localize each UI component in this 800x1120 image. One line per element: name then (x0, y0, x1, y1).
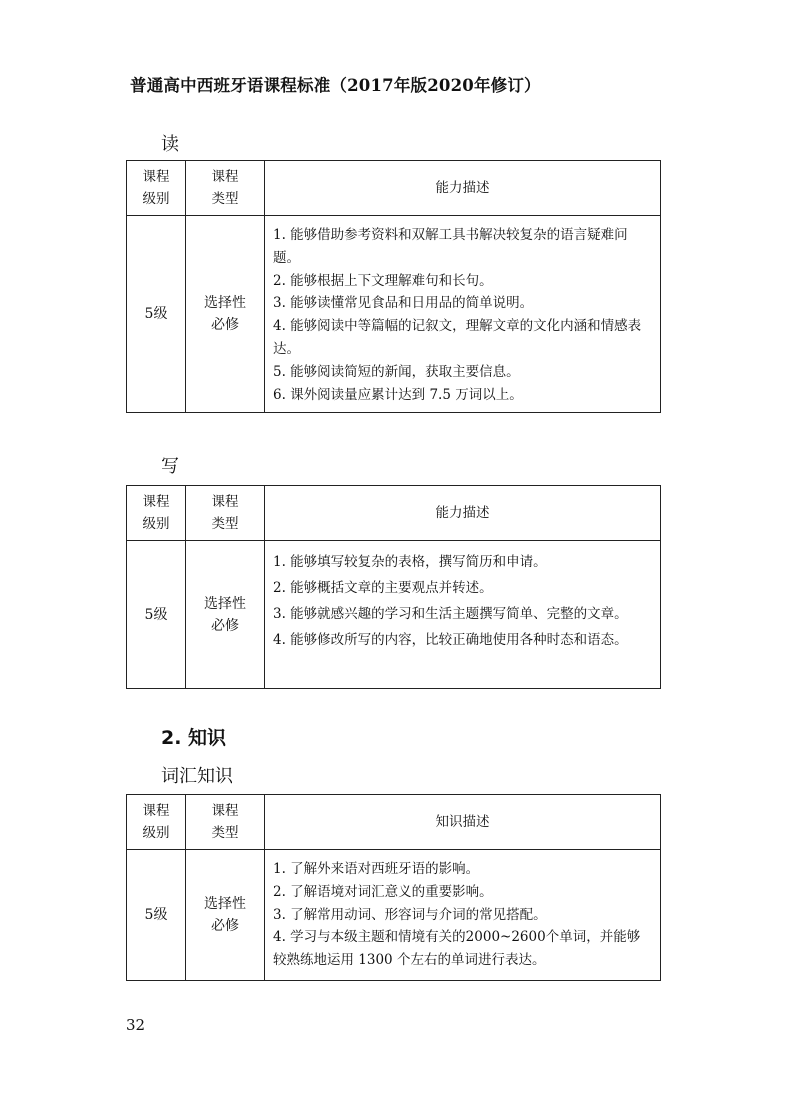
vocabulary-table (126, 794, 661, 981)
header-description: 能力描述 (265, 161, 661, 216)
page-header-title: 普通高中西班牙语课程标准（2017年版2020年修订） (130, 76, 541, 95)
list-item: 3. 能够就感兴趣的学习和生活主题撰写简单、完整的文章。 (273, 606, 628, 622)
description-cell (265, 541, 661, 689)
writing-table (126, 485, 661, 689)
list-item: 2. 能够概括文章的主要观点并转述。 (273, 580, 493, 596)
list-item: 1. 了解外来语对西班牙语的影响。 (273, 861, 480, 877)
page-number: 32 (126, 1016, 146, 1034)
type-cell: 选择性 必修 (186, 850, 265, 981)
list-item: 5. 能够阅读简短的新闻，获取主要信息。 (273, 363, 520, 380)
list-item: 4. 能够阅读中等篇幅的记叙文，理解文章的文化内涵和情感表达。 (273, 318, 642, 357)
reading-table (126, 160, 661, 413)
table-header-row (127, 795, 661, 850)
list-item: 6. 课外阅读量应累计达到 7.5 万词以上。 (273, 386, 523, 403)
header-course-level: 课程 级别 (127, 795, 186, 850)
type-cell: 选择性 必修 (186, 216, 265, 413)
header-course-level: 课程 级别 (127, 486, 186, 541)
header-course-type: 课程 类型 (186, 161, 265, 216)
section-label-writing: 写 (161, 456, 179, 477)
description-cell (265, 850, 661, 981)
section-label-vocabulary: 词汇知识 (161, 766, 233, 787)
list-item: 3. 能够读懂常见食品和日用品的简单说明。 (273, 295, 534, 312)
table-row (127, 541, 661, 689)
section-label-reading: 读 (161, 134, 179, 155)
description-cell (265, 216, 661, 413)
table-header-row (127, 161, 661, 216)
list-item: 3. 了解常用动词、形容词与介词的常见搭配。 (273, 906, 547, 923)
list-item: 4. 学习与本级主题和情境有关的2000~2600个单词，并能够较熟练地运用 1300 个左右的单词进行表达。 (273, 929, 641, 969)
type-cell: 选择性 必修 (186, 541, 265, 689)
table-header-row (127, 486, 661, 541)
header-course-type: 课程 类型 (186, 486, 265, 541)
header-description: 能力描述 (265, 486, 661, 541)
list-item: 2. 能够根据上下文理解难句和长句。 (273, 272, 493, 289)
table-row (127, 216, 661, 413)
section-heading-knowledge: 2. 知识 (161, 727, 227, 749)
level-cell: 5级 (127, 850, 186, 981)
list-item: 4. 能够修改所写的内容，比较正确地使用各种时态和语态。 (273, 632, 628, 648)
list-item: 1. 能够借助参考资料和双解工具书解决较复杂的语言疑难问题。 (273, 227, 628, 266)
header-course-type: 课程 类型 (186, 795, 265, 850)
list-item: 1. 能够填写较复杂的表格，撰写简历和申请。 (273, 554, 547, 570)
table-row (127, 850, 661, 981)
header-description: 知识描述 (265, 795, 661, 850)
header-course-level: 课程 级别 (127, 161, 186, 216)
list-item: 2. 了解语境对词汇意义的重要影响。 (273, 883, 493, 900)
level-cell: 5级 (127, 216, 186, 413)
level-cell: 5级 (127, 541, 186, 689)
